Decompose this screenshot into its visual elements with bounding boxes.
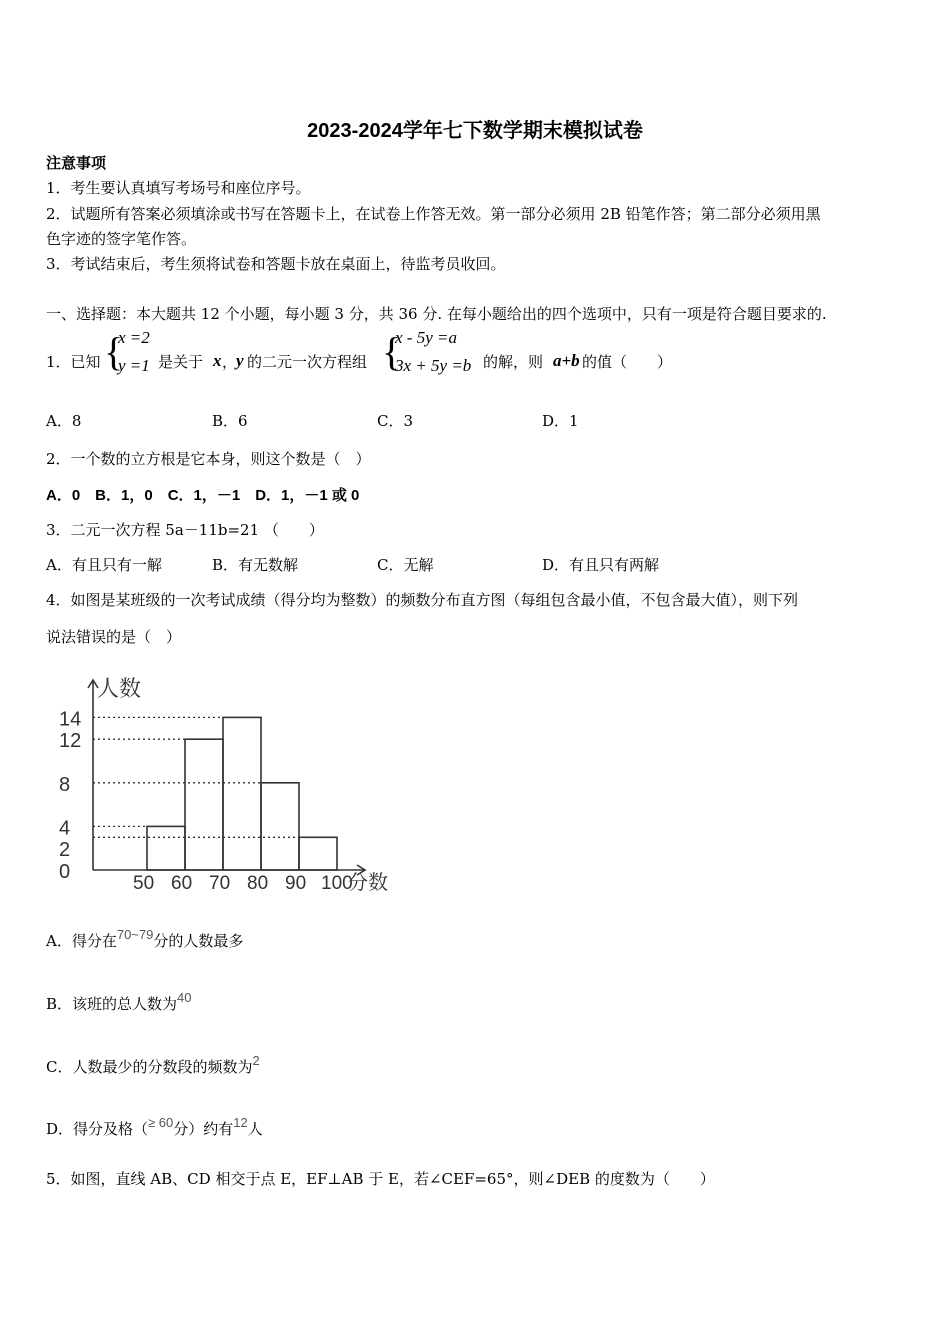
left-brace-symbol-2: { — [382, 329, 402, 374]
q2-stem: 2．一个数的立方根是它本身，则这个数是（ ） — [46, 450, 371, 468]
section-header: 一、选择题：本大题共 12 个小题，每小题 3 分，共 36 分. 在每小题给出的四个选项中，只有一项是符合题目要求的. — [46, 305, 827, 323]
q1-comma: ， — [222, 353, 238, 371]
q4-option-c-math: 2 — [252, 1053, 260, 1068]
notice-item-1: 1．考生要认真填写考场号和座位序号。 — [46, 179, 311, 197]
x-tick-label: 70 — [209, 873, 231, 894]
x-tick-label: 80 — [247, 873, 269, 894]
q4-option-d-text-3: 人 — [247, 1120, 263, 1138]
q1-system1-line1: x =2 — [118, 328, 150, 347]
q4-option-a-math: 70~79 — [116, 927, 154, 942]
q1-var-x: x — [213, 351, 222, 370]
q4-option-d-text-2: 分）约有 — [173, 1120, 234, 1138]
histogram-chart — [55, 672, 405, 897]
x-tick-label: 60 — [171, 873, 193, 894]
q1-system2-line2: 3x + 5y =b — [395, 356, 472, 375]
q4-option-a-text-2: 分的人数最多 — [153, 932, 244, 950]
q4-option-b-text: B．该班的总人数为 — [46, 995, 178, 1013]
q3-option-b: B．有无数解 — [212, 556, 299, 574]
bar-60-70 — [185, 739, 223, 870]
x-axis-label: 分数 — [348, 872, 388, 894]
notice-item-2-cont: 色字迹的签字笔作答。 — [46, 230, 197, 248]
q3-option-a: A．有且只有一解 — [46, 556, 162, 574]
q1-var-y: y — [236, 351, 244, 370]
q4-option-a-text: A．得分在 — [46, 932, 117, 950]
y-tick-label: 14 — [59, 708, 82, 731]
bar-90-100 — [299, 837, 337, 870]
y-tick-label: 0 — [59, 861, 71, 883]
q4-stem-cont: 说法错误的是（ ） — [46, 628, 182, 646]
q4-option-c-text: C．人数最少的分数段的频数为 — [46, 1058, 253, 1076]
q1-prefix: 1．已知 — [46, 353, 101, 371]
q1-text-b: 的二元一次方程组 — [247, 353, 368, 371]
q4-option-d — [46, 1115, 263, 1139]
q4-option-d-math-2: 12 — [233, 1115, 248, 1130]
notice-item-3: 3．考试结束后，考生须将试卷和答题卡放在桌面上，待监考员收回。 — [46, 255, 506, 273]
q4-option-a — [46, 927, 244, 951]
q3-option-d: D．有且只有两解 — [542, 556, 660, 574]
q5-stem: 5．如图，直线 AB、CD 相交于点 E，EF⊥AB 于 E，若∠CEF=65°，则∠DEB 的度数为（ ） — [46, 1170, 715, 1188]
q4-stem: 4．如图是某班级的一次考试成绩（得分均为整数）的频数分布直方图（每组包含最小值，不包含最大值），则下列 — [46, 591, 799, 609]
q1-system1-line2: y =1 — [118, 356, 150, 375]
q4-option-b-math: 40 — [177, 990, 192, 1005]
q4-option-b — [46, 990, 192, 1014]
q1-option-a: A．8 — [46, 412, 82, 430]
q1-option-b: B．6 — [212, 412, 248, 430]
x-tick-label: 100 — [321, 873, 353, 894]
bar-70-80 — [223, 717, 261, 870]
q3-option-c: C．无解 — [377, 556, 434, 574]
q1-system2-line1: x - 5y =a — [395, 328, 457, 347]
y-tick-label: 12 — [59, 730, 82, 753]
page-title: 2023-2024学年七下数学期末模拟试卷 — [307, 120, 643, 142]
notice-heading: 注意事项 — [46, 154, 107, 172]
q4-option-d-math: ≥ 60 — [148, 1115, 174, 1130]
y-axis-label: 人数 — [97, 676, 142, 701]
y-tick-label: 4 — [59, 817, 71, 840]
x-tick-label: 90 — [285, 873, 307, 894]
y-tick-label: 2 — [59, 839, 71, 862]
notice-item-2: 2．试题所有答案必须填涂或书写在答题卡上，在试卷上作答无效。第一部分必须用 2B 铅笔作答；第二部分必须用黑 — [46, 205, 821, 223]
q2-options: A．0 B．1，0 C．1，－1 D．1，－1 或 0 — [46, 487, 360, 504]
left-brace-symbol: { — [104, 329, 124, 374]
y-tick-label: 8 — [59, 773, 71, 796]
q1-option-c: C．3 — [377, 412, 414, 430]
q4-option-c — [46, 1053, 260, 1077]
x-tick-label: 50 — [133, 873, 155, 894]
q1-text-d: 的值（ ） — [582, 353, 673, 371]
q1-text-a: 是关于 — [158, 353, 204, 371]
q4-option-d-text: D．得分及格（ — [46, 1120, 149, 1138]
bar-80-90 — [261, 783, 299, 870]
q1-text-c: 的解，则 — [483, 353, 544, 371]
q3-stem: 3．二元一次方程 5a－11b=21 （ ） — [46, 521, 324, 539]
q1-expr: a+b — [553, 351, 580, 370]
bar-50-60 — [147, 826, 185, 870]
q1-option-d: D．1 — [542, 412, 579, 430]
